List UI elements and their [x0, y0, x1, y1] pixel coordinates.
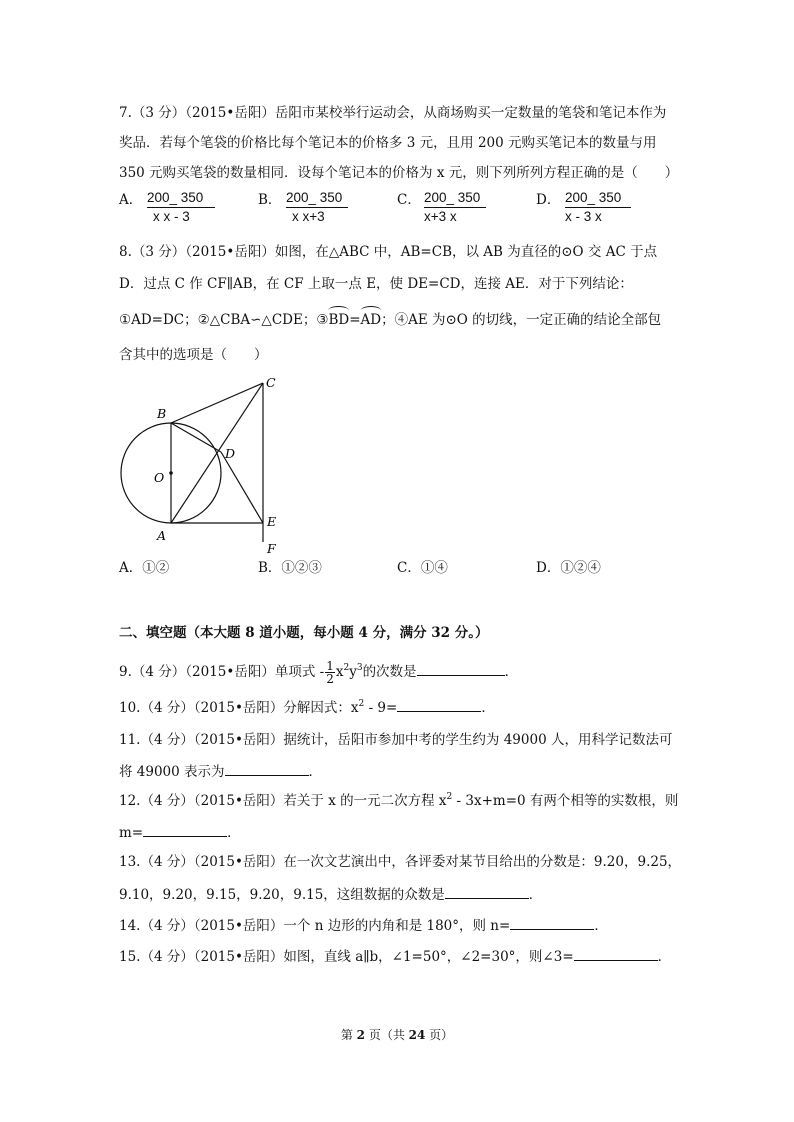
q10-rest: - 9=	[364, 700, 398, 716]
q7-option-d-label: D．	[536, 192, 561, 208]
q13-line-2-text: 9.10，9.20，9.15，9.20，9.15，这组数据的众数是	[119, 887, 445, 903]
q8-line-3	[119, 311, 661, 329]
q13-line-1: 13.（4 分）（2015•岳阳）在一次文艺演出中，各评委对某节目给出的分数是：9.20，9.25，	[119, 854, 682, 870]
q9-prefix: 9.（4 分）（2015•岳阳）单项式 -	[119, 664, 325, 680]
footer-mid: 页（共	[365, 1028, 409, 1042]
q8-option-d-label: D．	[536, 560, 561, 576]
footer-post: 页）	[425, 1028, 454, 1042]
q7-option-b-numerator: 200_ 350	[286, 190, 343, 205]
q9-exp-y: 3	[356, 663, 363, 673]
q7-option-d-denominator: x - 3 x	[565, 209, 602, 224]
q8-option-b	[258, 559, 322, 577]
q11-line-2-text: 将 49000 表示为	[119, 764, 225, 780]
q9-fraction-denominator: 2	[326, 672, 334, 686]
q7-option-a-denominator: x x - 3	[153, 209, 190, 224]
q11-end: ．	[308, 764, 323, 780]
q8-line-3-end: ；④AE 为⊙O 的切线，一定正确的结论全部包	[381, 312, 662, 328]
label-o: O	[154, 470, 165, 485]
fraction-bar	[424, 207, 486, 208]
q10-exp: 2	[358, 699, 365, 709]
q8-line-4: 含其中的选项是（ ）	[119, 347, 268, 363]
q12-exp: 2	[446, 792, 453, 802]
label-b: B	[157, 406, 167, 421]
q8-line-1: 8.（3 分）（2015•岳阳）如图，在△ABC 中，AB=CB，以 AB 为直径的⊙O 交 AC 于点	[119, 244, 658, 260]
q14	[119, 915, 608, 935]
q8-option-c-text: ①④	[420, 560, 448, 576]
label-f: F	[267, 541, 276, 556]
q7-line-1: 7.（3 分）（2015•岳阳）岳阳市某校举行运动会，从商场购买一定数量的笔袋和笔记本作为	[119, 105, 667, 121]
answer-blank[interactable]	[574, 946, 658, 961]
arc-bd: BD	[328, 312, 350, 328]
answer-blank[interactable]	[510, 915, 594, 930]
segment-bd	[171, 423, 221, 452]
q12-line-2	[119, 822, 241, 842]
q7-option-a-numerator: 200_ 350	[147, 190, 204, 205]
q9-x: x	[335, 664, 344, 680]
q12-line-1a: 12.（4 分）（2015•岳阳）若关于 x 的一元二次方程 x	[119, 793, 447, 809]
q8-option-a	[119, 559, 169, 577]
q9	[119, 660, 518, 685]
q9-fraction	[325, 660, 335, 685]
q11-line-2	[119, 761, 322, 781]
q15-text: 15.（4 分）（2015•岳阳）如图，直线 a∥b，∠1=50°，∠2=30°，则∠3=	[119, 949, 574, 965]
q15	[119, 946, 671, 966]
q7-line-2: 奖品．若每个笔袋的价格比每个笔记本的价格多 3 元，且用 200 元购买笔记本的数量与用	[119, 135, 657, 151]
q10-end: ．	[481, 700, 495, 716]
q13-end: ．	[528, 887, 543, 903]
q12-line-2-text: m=	[119, 825, 144, 841]
segment-de	[221, 452, 263, 523]
q8-option-b-label: B．	[258, 560, 282, 576]
q8-option-a-label: A．	[119, 560, 143, 576]
q9-y: y	[349, 664, 357, 680]
fraction-bar	[286, 207, 348, 208]
q8-option-c-label: C．	[397, 560, 421, 576]
footer-total-pages: 24	[408, 1028, 426, 1042]
q8-option-d-text: ①②④	[560, 560, 601, 576]
q14-text: 14.（4 分）（2015•岳阳）一个 n 边形的内角和是 180°，则 n=	[119, 918, 511, 934]
q7-option-c-label: C．	[397, 192, 421, 208]
label-c: C	[266, 375, 276, 390]
q8-option-b-text: ①②③	[281, 560, 322, 576]
fraction-bar	[565, 207, 631, 208]
q7-option-c-denominator: x+3 x	[424, 209, 457, 224]
q8-option-a-text: ①②	[142, 560, 170, 576]
q7-option-b-label: B．	[258, 192, 282, 208]
q12-line-1	[119, 792, 678, 810]
label-a: A	[157, 528, 167, 543]
q7-option-b-denominator: x x+3	[292, 209, 325, 224]
footer-page-number: 2	[356, 1028, 365, 1042]
arc-ad: AD	[360, 312, 382, 328]
q8-line-3-start: ①AD=DC；②△CBA∽△CDE；③	[119, 312, 329, 328]
page-footer	[0, 1026, 794, 1043]
answer-blank[interactable]	[397, 697, 481, 712]
q7-line-3: 350 元购买笔袋的数量相同．设每个笔记本的价格为 x 元，则下列所列方程正确的是（ ）	[119, 165, 679, 181]
q9-fraction-numerator: 1	[326, 659, 334, 673]
q9-suffix: 的次数是	[362, 664, 417, 680]
q12-line-1b: - 3x+m=0 有两个相等的实数根，则	[452, 793, 679, 809]
q8-line-2: D．过点 C 作 CF∥AB，在 CF 上取一点 E，使 DE=CD，连接 AE．对于下列结论：	[119, 276, 633, 292]
q7-option-d-numerator: 200_ 350	[565, 190, 622, 205]
q12-end: ．	[227, 825, 241, 841]
q8-equals: =	[349, 312, 361, 328]
answer-blank[interactable]	[225, 761, 309, 776]
q10	[119, 697, 495, 717]
q10-prefix: 10.（4 分）（2015•岳阳）分解因式：x	[119, 700, 359, 716]
label-e: E	[267, 514, 277, 529]
answer-blank[interactable]	[417, 661, 505, 676]
q11-line-1: 11.（4 分）（2015•岳阳）据统计，岳阳市参加中考的学生约为 49000 人，用科学记数法可	[119, 732, 673, 748]
answer-blank[interactable]	[143, 822, 227, 837]
label-d: D	[225, 446, 236, 461]
q8-geometry-figure	[110, 372, 290, 562]
q8-option-d	[536, 559, 601, 577]
q7-option-a-label: A．	[119, 192, 143, 208]
q14-end: ．	[594, 918, 608, 934]
q7-option-c-numerator: 200_ 350	[424, 190, 481, 205]
q9-end: ．	[504, 664, 519, 680]
footer-pre: 第	[340, 1028, 357, 1042]
q8-option-c	[397, 559, 448, 577]
section-2-heading: 二、填空题（本大题 8 道小题，每小题 4 分，满分 32 分。）	[119, 625, 489, 641]
segment-ac	[171, 383, 263, 523]
q15-end: ．	[657, 949, 672, 965]
center-point-o	[169, 471, 173, 475]
answer-blank[interactable]	[445, 884, 529, 899]
fraction-bar	[147, 207, 215, 208]
q9-exp-x: 2	[343, 663, 350, 673]
q13-line-2	[119, 884, 542, 904]
